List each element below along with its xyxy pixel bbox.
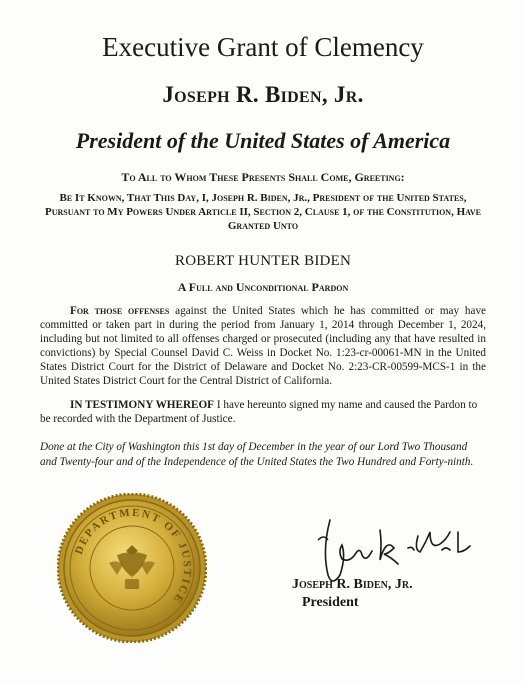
pardon-type: A Full and Unconditional Pardon	[177, 280, 349, 294]
offenses-paragraph	[40, 304, 486, 388]
grantee-name: ROBERT HUNTER BIDEN	[175, 253, 351, 269]
offenses-text: against the United States which he has committed or may have committed or taken part in during the period from January 1, 2014 through December 1, 2024, including but not limited to all offenses charged or prosecuted (including any that have resulted in convictions) by Special Counsel David C. Weiss in Docket No. 1:23-cr-00061-MN in the United States District Court for the District of Delaware and Docket No. 2:23-CR-00599-MCS-1 in the United States District Court for the Central District of California.	[40, 305, 486, 387]
done-at-paragraph: Done at the City of Washington this 1st day of December in the year of our Lord Two Thousand and Twenty-four and of the Independence of the United States the Two Hundred and Forty-ninth.	[40, 441, 474, 468]
doj-seal-icon	[57, 493, 207, 643]
testimony-lead: IN TESTIMONY WHEREOF	[70, 399, 215, 411]
president-name: Joseph R. Biden, Jr.	[162, 82, 364, 107]
office-title: President of the United States of America	[75, 128, 451, 153]
testimony-text: I have hereunto signed my name and caused the Pardon to be recorded with the Department of Justice.	[40, 399, 478, 425]
testimony-paragraph	[40, 398, 486, 426]
document-title: Executive Grant of Clemency	[102, 32, 424, 62]
offenses-lead: For those offenses	[70, 305, 170, 317]
signer-name: Joseph R. Biden, Jr.	[292, 577, 413, 592]
be-it-known-paragraph: Be It Known, That This Day, I, Joseph R. Biden, Jr., President of the United States, Pursuant to My Powers Under Article II, Section 2, Clause 1, of the Constitution, Have Granted Unto	[45, 192, 481, 232]
signer-title: President	[302, 595, 359, 610]
greeting-line: To All to Whom These Presents Shall Come, Greeting:	[121, 170, 405, 184]
seal-text: DEPARTMENT OF JUSTICE	[72, 506, 194, 607]
